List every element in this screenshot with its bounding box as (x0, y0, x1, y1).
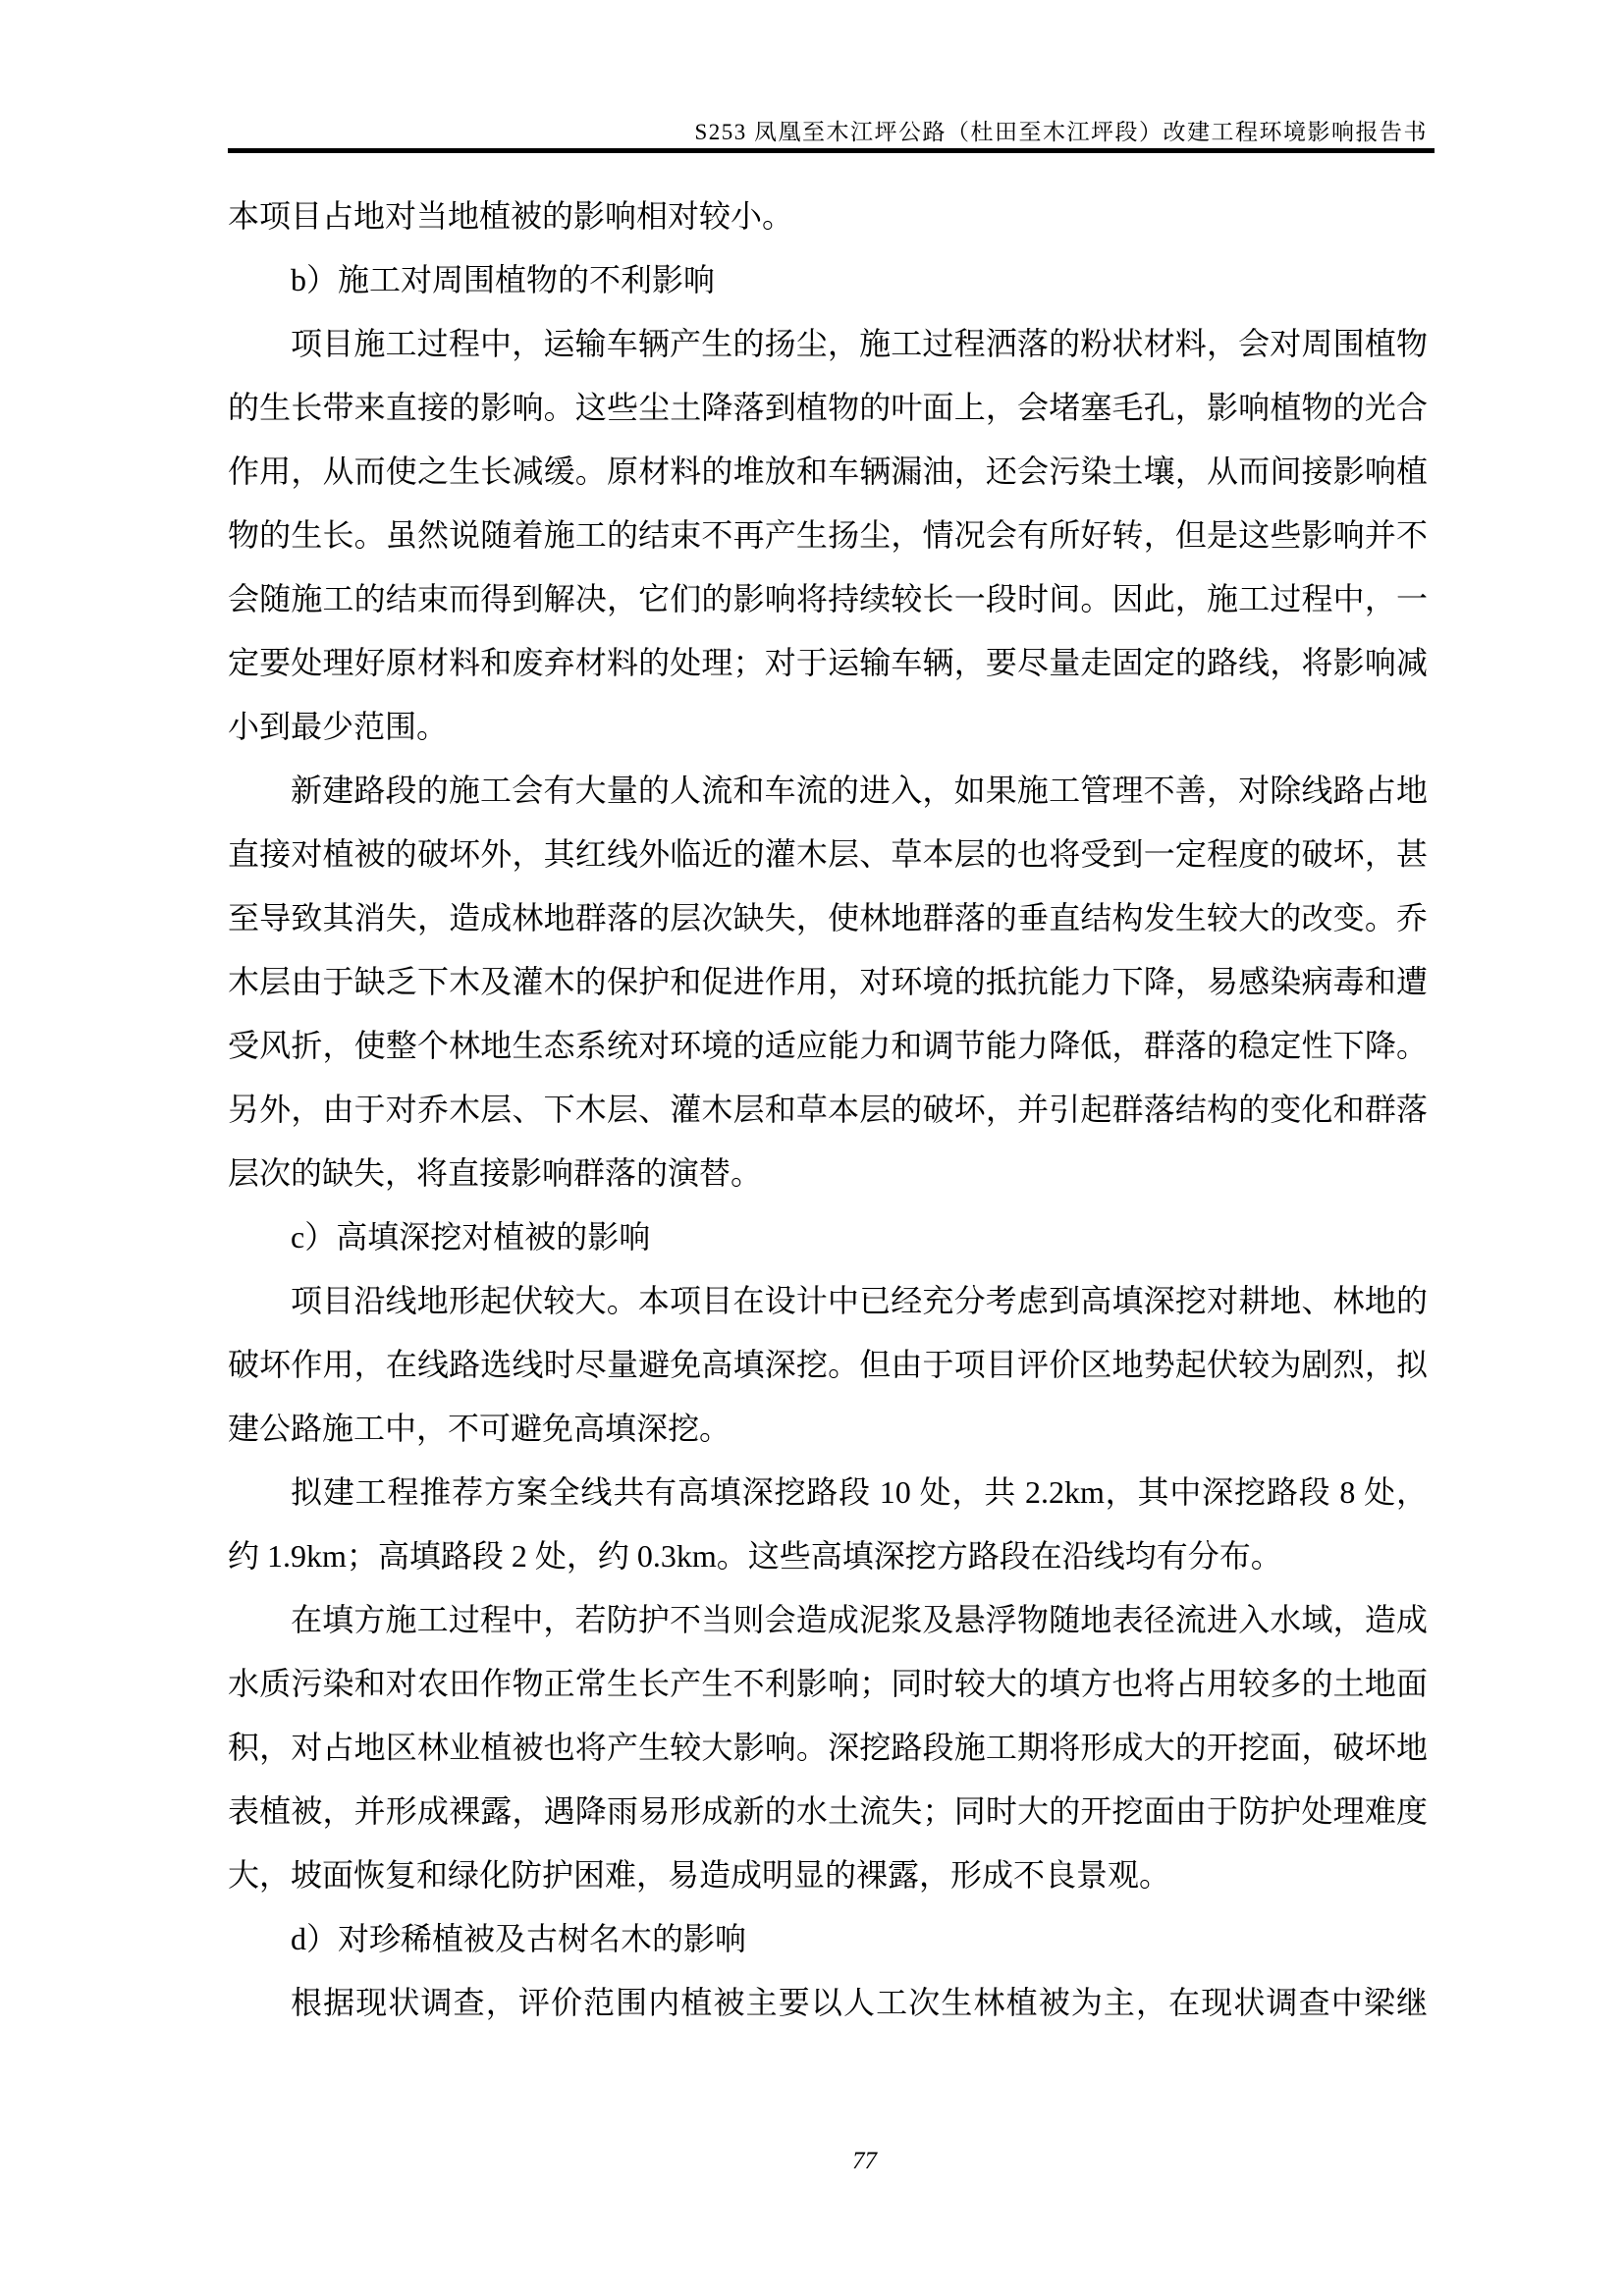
body-paragraphs (228, 185, 1428, 2035)
section-heading: c）高填深挖对植被的影响 (291, 1219, 651, 1255)
paragraph: 项目施工过程中，运输车辆产生的扬尘，施工过程洒落的粉状材料，会对周围植物的生长带来直接的影响。这些尘土降落到植物的叶面上，会堵塞毛孔，影响植物的光合作用，从而使之生长减缓。原材料的堆放和车辆漏油，还会污染土壤，从而间接影响植物的生长。虽然说随着施工的结束不再产生扬尘，情况会有所好转，但是这些影响并不会随施工的结束而得到解决，它们的影响将持续较长一段时间。因此，施工过程中，一定要处理好原材料和废弃材料的处理；对于运输车辆，要尽量走固定的路线，将影响减小到最少范围。 (228, 326, 1428, 744)
paragraph: 在填方施工过程中，若防护不当则会造成泥浆及悬浮物随地表径流进入水域，造成水质污染和对农田作物正常生长产生不利影响；同时较大的填方也将占用较多的土地面积，对占地区林业植被也将产生较大影响。深挖路段施工期将形成大的开挖面，破坏地表植被，并形成裸露，遇降雨易形成新的水土流失；同时大的开挖面由于防护处理难度大，坡面恢复和绿化防护困难，易造成明显的裸露，形成不良景观。 (228, 1602, 1428, 1893)
page-number: 77 (852, 2148, 877, 2174)
paragraph: 拟建工程推荐方案全线共有高填深挖路段 10 处，共 2.2km，其中深挖路段 8 处，约 1.9km；高填路段 2 处，约 0.3km。这些高填深挖方路段在沿线均有分布。 (228, 1474, 1428, 1574)
paragraph: 本项目占地对当地植被的影响相对较小。 (228, 198, 794, 234)
paragraph: 项目沿线地形起伏较大。本项目在设计中已经充分考虑到高填深挖对耕地、林地的破坏作用，在线路选线时尽量避免高填深挖。但由于项目评价区地势起伏较为剧烈，拟建公路施工中，不可避免高填深挖。 (228, 1283, 1428, 1446)
section-heading: b）施工对周围植物的不利影响 (291, 262, 716, 297)
section-heading: d）对珍稀植被及古树名木的影响 (291, 1921, 747, 1956)
page-header-title: S253 凤凰至木江坪公路（杜田至木江坪段）改建工程环境影响报告书 (694, 120, 1428, 144)
paragraph: 新建路段的施工会有大量的人流和车流的进入，如果施工管理不善，对除线路占地直接对植被的破坏外，其红线外临近的灌木层、草本层的也将受到一定程度的破坏，甚至导致其消失，造成林地群落的层次缺失，使林地群落的垂直结构发生较大的改变。乔木层由于缺乏下木及灌木的保护和促进作用，对环境的抵抗能力下降，易感染病毒和遭受风折，使整个林地生态系统对环境的适应能力和调节能力降低，群落的稳定性下降。另外，由于对乔木层、下木层、灌木层和草本层的破坏，并引起群落结构的变化和群落层次的缺失，将直接影响群落的演替。 (228, 773, 1428, 1191)
paragraph: 根据现状调查，评价范围内植被主要以人工次生林植被为主，在现状调查中梁继 (291, 1985, 1428, 2020)
header-rule (228, 148, 1435, 153)
